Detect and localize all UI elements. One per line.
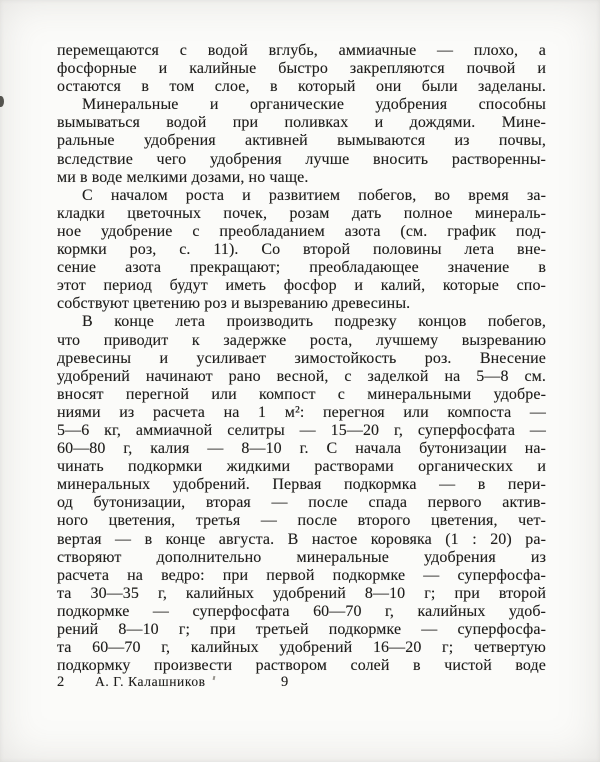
text-line: 5—6 кг, аммиачной селитры — 15—20 г, суперфосфата — — [57, 421, 546, 439]
text-line: од бутонизации, вторая — после спада первого актив- — [57, 494, 546, 512]
text-line: вертая — в конце августа. В настое коровяка (1 : 20) ра- — [57, 530, 546, 548]
author-name: А. Г. Калашников — [95, 674, 206, 689]
text-line: та 60—70 г, калийных удобрений 16—20 г; четвертую — [57, 639, 546, 657]
page-text-block — [57, 42, 546, 675]
text-line: чинать подкормки жидкими растворами органических и — [57, 458, 546, 476]
text-line: Минеральные и органические удобрения способны — [82, 96, 546, 114]
text-line: этот период будут иметь фосфор и калий, которые спо- — [57, 277, 546, 295]
text-line: расчета на ведро: при первой подкормке — суперфосфа- — [57, 566, 546, 584]
text-line: остаются в том слое, в который они были заделаны. — [57, 78, 546, 96]
text-line: ральные удобрения активней вымываются из почвы, — [57, 132, 546, 150]
text-line: минеральных удобрений. Первая подкормка — в пери- — [57, 476, 546, 494]
text-line: та 30—35 г, калийных удобрений 8—10 г; при второй — [57, 584, 546, 602]
text-line: вносят перегной или компост с минеральными удобре- — [57, 385, 546, 403]
text-line: ниями из расчета на 1 м²: перегноя или компоста — — [57, 403, 546, 421]
text-line: удобрений начинают рано весной, с заделкой на 5—8 см. — [57, 367, 546, 385]
text-line: ное удобрение с преобладанием азота (см. график под- — [57, 222, 546, 240]
signature-number: 2 — [57, 674, 65, 690]
text-line: вымываться водой при поливках и дождями. Мине- — [57, 114, 546, 132]
text-line: подкормке — суперфосфата 60—70 г, калийных удоб- — [57, 602, 546, 620]
text-line: 60—80 г, калия — 8—10 г. С начала бутонизации на- — [57, 440, 546, 458]
text-line: рений 8—10 г; при третьей подкормке — суперфосфа- — [57, 621, 546, 638]
text-line: ного цветения, третья — после второго цветения, чет- — [57, 512, 546, 530]
text-line: что приводит к задержке роста, лучшему вызреванию — [57, 331, 546, 349]
text-line: вследствие чего удобрения лучше вносить растворенны- — [57, 150, 546, 168]
page-footer — [57, 674, 546, 692]
text-line: кладки цветочных почек, розам дать полное минераль- — [57, 204, 546, 222]
text-line: древесины и усиливает зимостойкость роз. Внесение — [57, 349, 546, 367]
text-line: ми в воде мелкими дозами, но чаще. — [57, 168, 309, 186]
text-line: В конце лета производить подрезку концов побегов, — [82, 313, 546, 331]
scan-artifact-left-edge — [0, 96, 4, 107]
text-line: фосфорные и калийные быстро закрепляются почвой и — [57, 60, 546, 78]
text-line: подкормку произвести раствором солей в чистой воде — [57, 657, 546, 675]
text-line: сение азота прекращают; преобладающее значение в — [57, 259, 546, 277]
text-line: собствуют цветению роз и вызреванию древесины. — [57, 295, 411, 313]
page-number: 9 — [281, 674, 289, 690]
text-line: перемещаются с водой вглубь, аммиачные — плохо, а — [57, 42, 546, 59]
text-line: С началом роста и развитием побегов, во время за- — [82, 186, 546, 204]
text-line: створяют дополнительно минеральные удобрения из — [57, 548, 546, 566]
text-line: кормки роз, с. 11). Со второй половины лета вне- — [57, 241, 546, 259]
